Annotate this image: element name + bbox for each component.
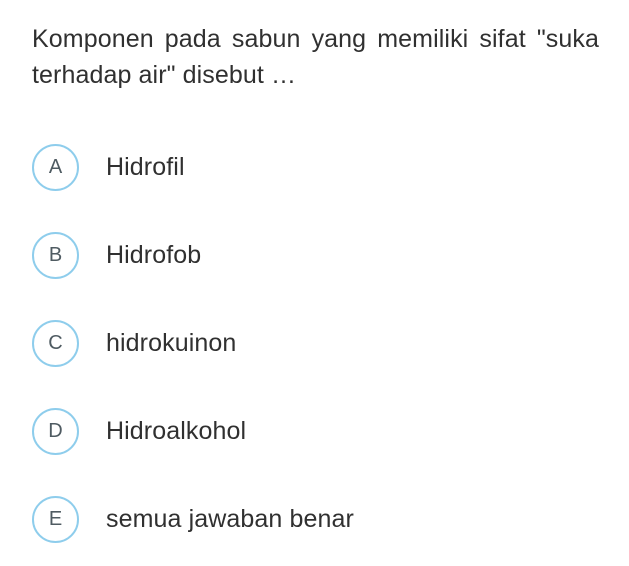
option-label-c: hidrokuinon: [106, 329, 237, 357]
option-letter-a: A: [48, 155, 63, 178]
option-badge-a[interactable]: [32, 144, 79, 191]
option-badge-e[interactable]: [32, 496, 79, 543]
option-row-e[interactable]: [32, 475, 611, 563]
option-letter-b: B: [48, 243, 63, 266]
option-letter-d: D: [48, 419, 63, 442]
option-row-a[interactable]: [32, 123, 611, 211]
question-text: Komponen pada sabun yang memiliki sifat "suka terhadap air" disebut …: [32, 25, 599, 89]
option-label-a: Hidrofil: [106, 153, 185, 181]
option-badge-c[interactable]: [32, 320, 79, 367]
option-badge-d[interactable]: [32, 408, 79, 455]
option-row-c[interactable]: [32, 299, 611, 387]
option-label-d: Hidroalkohol: [106, 417, 247, 445]
answer-options-list: [32, 123, 611, 563]
option-letter-e: E: [48, 507, 63, 530]
option-label-b: Hidrofob: [106, 241, 202, 269]
option-row-b[interactable]: [32, 211, 611, 299]
option-letter-c: C: [48, 331, 63, 354]
option-row-d[interactable]: [32, 387, 611, 475]
option-label-e: semua jawaban benar: [106, 505, 354, 533]
option-badge-b[interactable]: [32, 232, 79, 279]
